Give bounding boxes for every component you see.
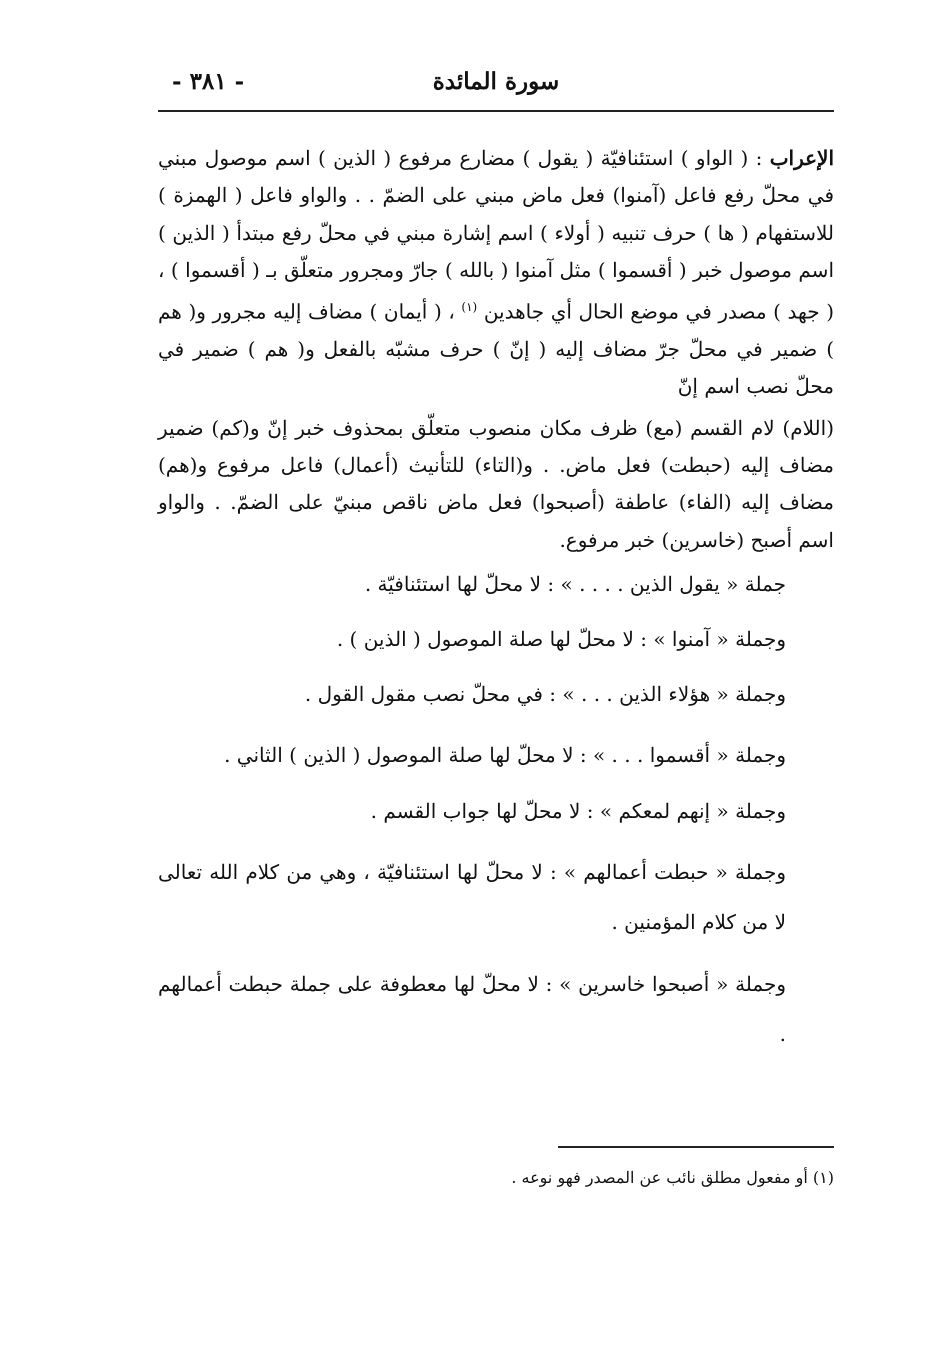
- irab-text: : ( الواو ) استئنافيّة ( يقول ) مضارع مرفوع ( الذين ) اسم موصول مبني في محلّ رفع فاعل (آمنوا) فعل ماض مبني على الضمّ . . والواو فاعل ( الهمزة ) للاستفهام ( ها ) حرف تنبيه ( أولاء ) اسم إشارة مبني في محلّ رفع مبتدأ ( الذين ) اسم موصول خبر ( أقسموا ) مثل آمنوا ( بالله ) جارّ ومجرور متعلّق بـ ( أقسموا ) ، ( جهد ) مصدر في موضع الحال أي جاهدين: [158, 146, 835, 324]
- sentence-item: جملة « يقول الذين . . . . » : لا محلّ لها استئنافيّة .: [364, 571, 786, 596]
- footnote-ref: (١): [461, 300, 478, 315]
- sentence-item: وجملة « إنهم لمعكم » : لا محلّ لها جواب القسم .: [370, 798, 786, 823]
- surah-title: سورة المائدة: [432, 68, 560, 95]
- sentence-item: وجملة « آمنوا » : لا محلّ لها صلة الموصول ( الذين ) .: [336, 626, 786, 651]
- irab-label: الإعراب: [769, 146, 835, 170]
- sentence-item: وجملة « أصبحوا خاسرين » : لا محلّ لها معطوفة على جملة حبطت أعمالهم .: [158, 971, 786, 1046]
- sentence-item: وجملة « هؤلاء الذين . . . » : في محلّ نصب مقول القول .: [304, 681, 786, 706]
- irab-paragraph-2: [158, 410, 834, 559]
- sentence-item: وجملة « أقسموا . . . » : لا محلّ لها صلة الموصول ( الذين ) الثاني .: [224, 742, 786, 767]
- main-text: [158, 140, 834, 1071]
- footnote-rule: [558, 1146, 834, 1148]
- footnote: (١) أو مفعول مطلق نائب عن المصدر فهو نوعه .: [511, 1168, 834, 1187]
- header-rule: [158, 110, 834, 112]
- irab-text-2: ، ( أيمان ) مضاف إليه مجرور و( هم ) ضمير في محلّ جرّ مضاف إليه ( إنّ ) حرف مشبّه بالفعل و( هم ) ضمير في محلّ نصب اسم إنّ: [158, 299, 834, 399]
- irab-paragraph: [158, 140, 834, 406]
- page-header: [158, 66, 834, 106]
- irab-text-3: (اللام) لام القسم (مع) ظرف مكان منصوب متعلّق بمحذوف خبر إنّ و(كم) ضمير مضاف إليه (حبطت) فعل ماض. . و(التاء) للتأنيث (أعمال) فاعل مرفوع و(هم) مضاف إليه (الفاء) عاطفة (أصبحوا) فعل ماض ناقص مبنيّ على الضمّ. . والواو اسم أصبح (خاسرين) خبر مرفوع.: [158, 415, 834, 552]
- sentence-item: وجملة « حبطت أعمالهم » : لا محلّ لها استئنافيّة ، وهي من كلام الله تعالى لا من كلام المؤمنين .: [158, 859, 786, 934]
- sentence-list: [158, 565, 834, 1059]
- page-number: - ٣٨١ -: [172, 68, 245, 95]
